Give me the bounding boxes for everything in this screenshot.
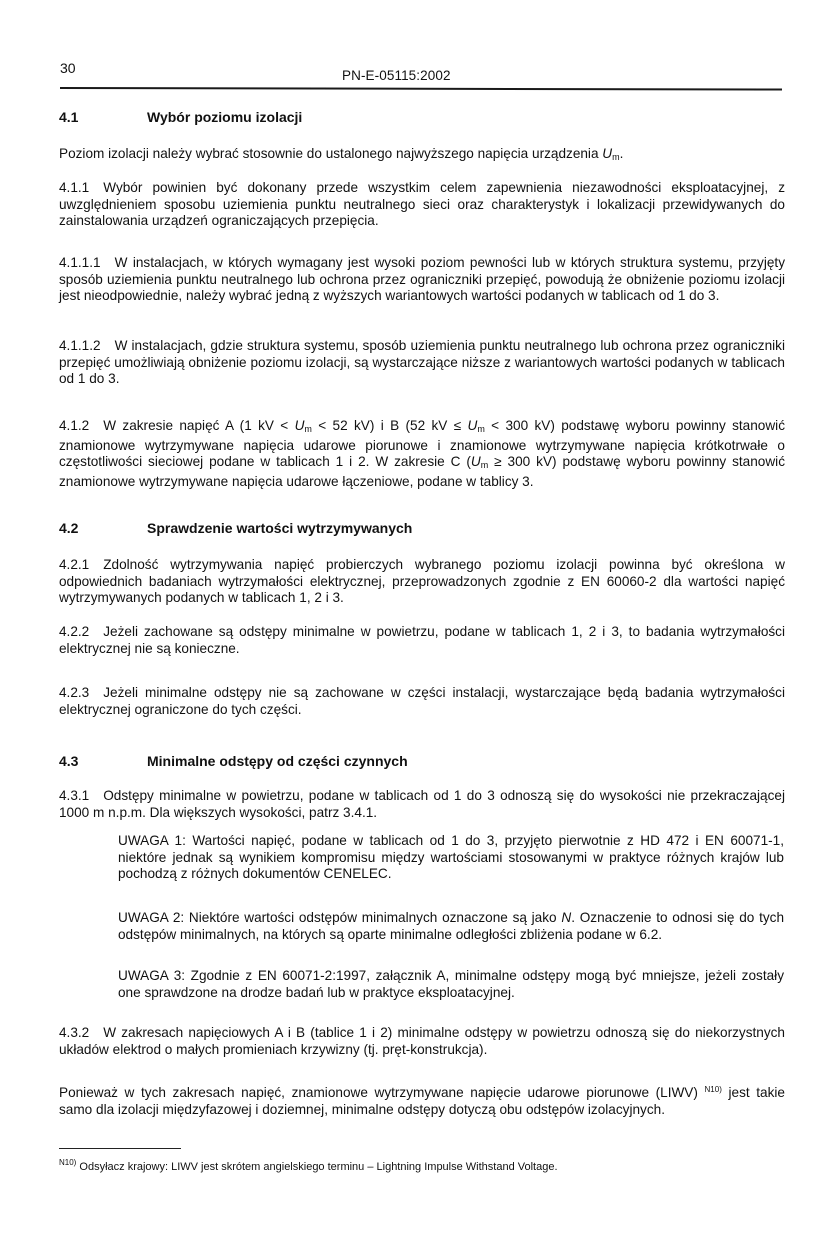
- paragraph-4-1-2: [59, 418, 785, 490]
- paragraph-text: Zdolność wytrzymywania napięć probierczych wybranego poziomu izolacji powinna być określona w odpowiednich badaniach wytrzymałości elektrycznej, przeprowadzonych zgodnie z EN 60060-2 dla wartości napięć wytrzymywanych podanych w tablicach 1, 2 i 3.: [59, 557, 785, 605]
- paragraph-final: [59, 1082, 785, 1118]
- paragraph-text: W zakresach napięciowych A i B (tablice 1 i 2) minimalne odstępy w powietrzu odnoszą się do niekorzystnych układów elektrod o małych promieniach krzywizny (tj. pręt-konstrukcja).: [59, 1025, 785, 1057]
- symbol-subscript: m: [480, 460, 489, 470]
- section-heading-4-1: [59, 109, 302, 125]
- symbol-um: U: [470, 454, 481, 469]
- punctuation: .: [619, 146, 624, 161]
- paragraph-text: Jeżeli minimalne odstępy nie są zachowane w części instalacji, wystarczające będą badania wytrzymałości elektrycznej ograniczone do tych części.: [59, 685, 785, 717]
- paragraph-text: W instalacjach, w których wymagany jest wysoki poziom pewności lub w których struktura systemu, przyjęty sposób uziemienia punktu neutralnego lub ochrona przez ograniczniki przepięć, powodują że obniżenie poziomu izolacji jest nieodpowiednie, należy wybrać jedną z wyższych wariantowych wartości podanych w tablicach od 1 do 3.: [59, 255, 785, 303]
- page-number: 30: [60, 60, 76, 76]
- section-number: 4.2: [59, 520, 79, 536]
- header-rule: [60, 87, 782, 91]
- paragraph-text: Wybór powinien być dokonany przede wszystkim celem zapewnienia niezawodności eksploatacyjnej, z uwzględnieniem sposobu uziemienia punktu neutralnego sieci oraz charakterystyk i lokalizacji przewidywanych do zainstalowania urządzeń ograniczających przepięcia.: [59, 180, 785, 228]
- symbol-um: U: [294, 418, 305, 433]
- note-text: UWAGA 2: Niektóre wartości odstępów minimalnych oznaczone są jako: [118, 910, 557, 925]
- paragraph-number: 4.1.2: [59, 418, 90, 433]
- standard-id: PN-E-05115:2002: [342, 68, 451, 83]
- paragraph-text: W zakresie napięć A (1 kV <: [103, 418, 289, 433]
- paragraph-text: < 300 kV) podstawę wyboru powinny stanowić znamionowe wytrzymywane napięcia udarowe piorunowe i znamionowe wytrzymywane napięcia krótkotrwałe o częstotliwości sieciowej podane w tablicach 1 i 2. W zakresie C (: [59, 418, 785, 469]
- symbol-um: U: [467, 418, 478, 433]
- paragraph-text: jest takie samo dla izolacji międzyfazowej i doziemnej, minimalne odstępy dotyczą obu odstępów izolacyjnych.: [59, 1085, 785, 1117]
- note-text: UWAGA 3: Zgodnie z EN 60071-2:1997, załącznik A, minimalne odstępy mogą być mniejsze, jeżeli zostały one sprawdzone na drodze badań lub w praktyce eksploatacyjnej.: [118, 968, 784, 1000]
- paragraph-text: Odstępy minimalne w powietrzu, podane w tablicach od 1 do 3 odnoszą się do wysokości nie przekraczającej 1000 m n.p.m. Dla większych wysokości, patrz 3.4.1.: [59, 788, 785, 820]
- section-number: 4.3: [59, 753, 79, 769]
- note-text: . Oznaczenie to odnosi się do tych odstępów minimalnych, na których są oparte minimalne odległości zbliżenia podane w 6.2.: [118, 910, 785, 942]
- footnote-reference[interactable]: N10): [704, 1085, 722, 1094]
- symbol-subscript: m: [304, 424, 312, 434]
- section-number: 4.1: [59, 109, 79, 125]
- footnote-text: Odsyłacz krajowy: LIWV jest skrótem angielskiego terminu – Lightning Impulse Withstand Voltage.: [79, 1161, 558, 1173]
- paragraph-number: 4.3.2: [59, 1025, 90, 1040]
- paragraph-number: 4.1.1.1: [59, 255, 101, 270]
- symbol-subscript: m: [612, 152, 620, 162]
- paragraph-4-2-1: [59, 557, 785, 607]
- page-header: [60, 60, 782, 92]
- footnote-marker: N10): [59, 1158, 77, 1167]
- paragraph-number: 4.1.1.2: [59, 338, 101, 353]
- paragraph-number: 4.2.2: [59, 624, 90, 639]
- paragraph-4-1-1-1: [59, 255, 785, 305]
- paragraph-number: 4.2.1: [59, 557, 90, 572]
- paragraph-text: ≥ 300 kV) podstawę wyboru powinny stanowić znamionowe wytrzymywane napięcia udarowe łączeniowe, podane w tablicy 3.: [59, 454, 785, 489]
- paragraph-4-2-2: [59, 624, 785, 657]
- paragraph-text: Jeżeli zachowane są odstępy minimalne w powietrzu, podane w tablicach 1, 2 i 3, to badania wytrzymałości elektrycznej nie są konieczne.: [59, 624, 785, 656]
- note-text: UWAGA 1: Wartości napięć, podane w tablicach od 1 do 3, przyjęto pierwotnie z HD 472 i EN 60071-1, niektóre jednak są wynikiem kompromisu między wartościami stosowanymi w praktyce różnych krajów lub pochodzą z różnych dokumentów CENELEC.: [118, 833, 784, 881]
- section-title: Minimalne odstępy od części czynnych: [147, 753, 408, 769]
- symbol-n: N: [561, 910, 572, 925]
- paragraph-4-2-3: [59, 685, 785, 718]
- paragraph-4-3-1: [59, 788, 785, 821]
- paragraph-4-1-1-2: [59, 338, 785, 388]
- note-1: [118, 833, 784, 883]
- note-3: [118, 968, 784, 1001]
- paragraph-4-1-intro: [59, 146, 785, 166]
- note-2: [118, 910, 784, 943]
- paragraph-number: 4.2.3: [59, 685, 90, 700]
- paragraph-text: < 52 kV) i B (52 kV ≤: [318, 418, 462, 433]
- paragraph-number: 4.3.1: [59, 788, 90, 803]
- symbol-um: U: [602, 146, 613, 161]
- footnote-rule: [59, 1148, 181, 1149]
- paragraph-4-1-1: [59, 180, 785, 230]
- paragraph-number: 4.1.1: [59, 180, 90, 195]
- symbol-subscript: m: [477, 424, 485, 434]
- section-title: Sprawdzenie wartości wytrzymywanych: [147, 520, 413, 536]
- paragraph-text: Poziom izolacji należy wybrać stosownie do ustalonego najwyższego napięcia urządzenia: [59, 146, 599, 161]
- section-heading-4-3: [59, 753, 408, 769]
- section-title: Wybór poziomu izolacji: [147, 109, 303, 125]
- paragraph-4-3-2: [59, 1025, 785, 1058]
- paragraph-text: W instalacjach, gdzie struktura systemu, sposób uziemienia punktu neutralnego lub ochrona przez ograniczniki przepięć umożliwiają obniżenie poziomu izolacji, są wystarczające niższe z wariantowych wartości podanych w tablicach od 1 do 3.: [59, 338, 785, 386]
- paragraph-text: Ponieważ w tych zakresach napięć, znamionowe wytrzymywane napięcie udarowe piorunowe (LIWV): [59, 1085, 698, 1100]
- section-heading-4-2: [59, 520, 412, 536]
- footnote: [59, 1158, 558, 1173]
